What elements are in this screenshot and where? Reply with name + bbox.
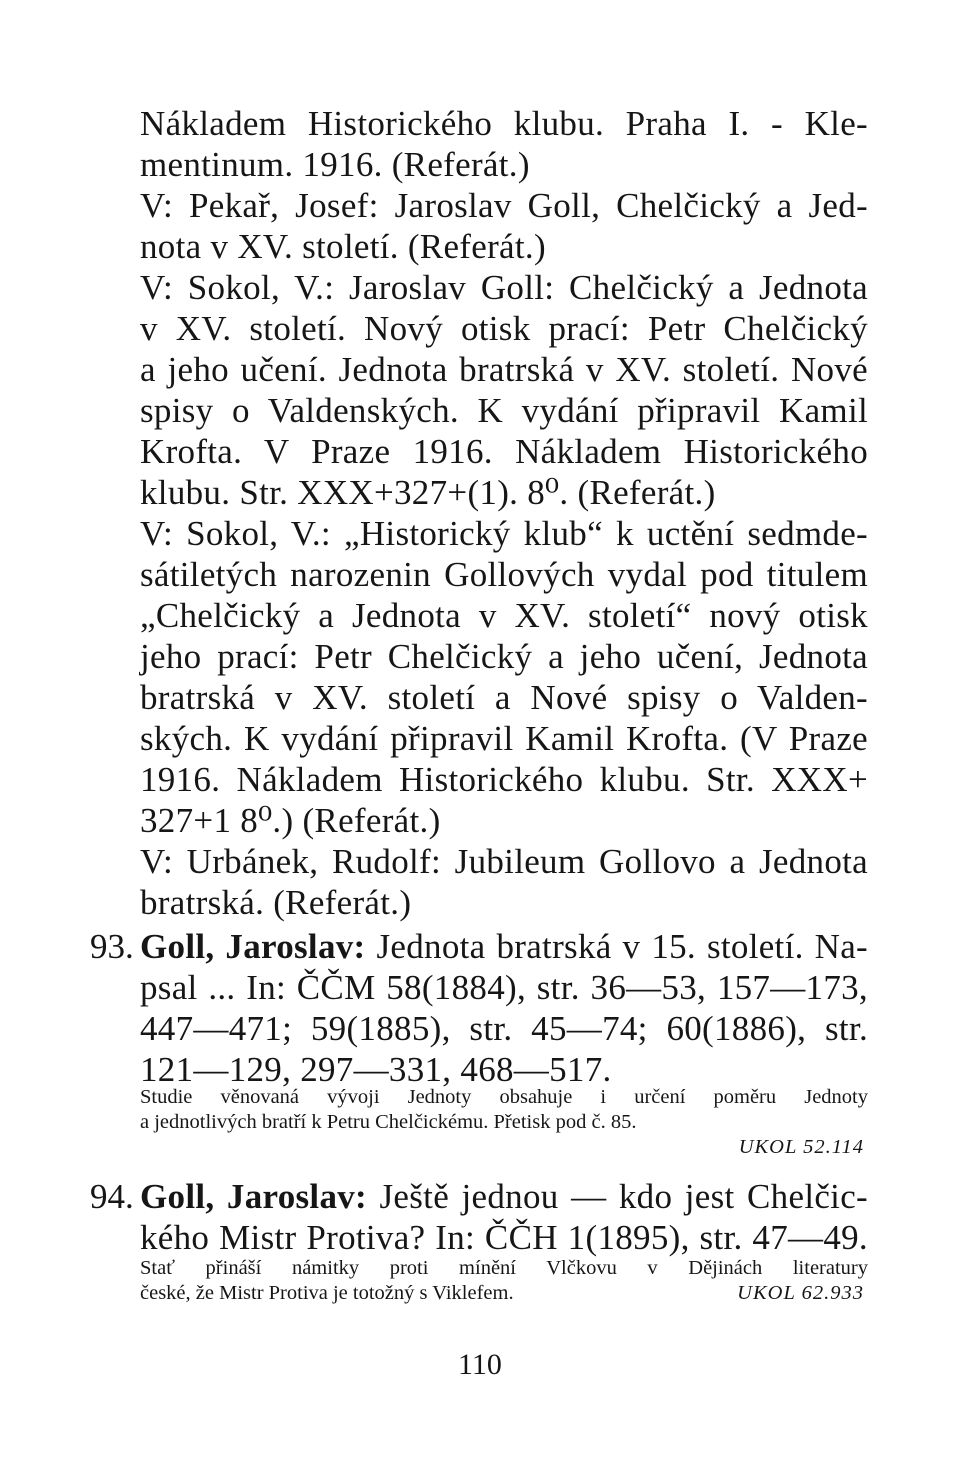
annotation-line: a jednotlivých bratří k Petru Chelčickému. Přetisk pod č. 85. <box>140 1111 637 1133</box>
text-line: V: Sokol, V.: „Historický klub“ k uctění sedmde- <box>140 514 868 553</box>
ukol-reference: UKOL 62.933 <box>737 1282 864 1304</box>
entry-title: Ještě jednou — kdo jest Chelčic- <box>367 1177 868 1216</box>
entry-author: Goll, Jaroslav: <box>140 927 366 966</box>
text-line: ských. K vydání připravil Kamil Krofta. (V Praze <box>140 719 868 758</box>
text-line: mentinum. 1916. (Referát.) <box>140 145 530 184</box>
text-line: a jeho učení. Jednota bratrská v XV. století. Nové <box>140 350 868 389</box>
text-line: kého Mistr Protiva? In: ČČH 1(1895), str. 47—49. <box>140 1218 868 1257</box>
entry-number: 94. <box>90 1177 134 1216</box>
text-line: „Chelčický a Jednota v XV. století“ nový otisk <box>140 596 868 635</box>
text-line: psal ... In: ČČM 58(1884), str. 36—53, 157—173, <box>140 968 868 1007</box>
entry-title-line <box>140 926 868 968</box>
text-line: V: Sokol, V.: Jaroslav Goll: Chelčický a Jednota <box>140 268 868 307</box>
text-line: V: Urbánek, Rudolf: Jubileum Gollovo a Jednota <box>140 842 868 881</box>
text-line: 121—129, 297—331, 468—517. <box>140 1050 612 1089</box>
text-line: spisy o Valdenských. K vydání připravil Kamil <box>140 391 868 430</box>
annotation-line: Studie věnovaná vývoji Jednoty obsahuje i určení poměru Jednoty <box>140 1086 868 1108</box>
text-line: 447—471; 59(1885), str. 45—74; 60(1886), str. <box>140 1009 868 1048</box>
text-line: jeho prací: Petr Chelčický a jeho učení, Jednota <box>140 637 868 676</box>
text-line: nota v XV. století. (Referát.) <box>140 227 546 266</box>
text-line: 1916. Nákladem Historického klubu. Str. XXX+ <box>140 760 868 799</box>
entry-number: 93. <box>90 927 134 966</box>
ukol-reference: UKOL 52.114 <box>738 1136 864 1158</box>
text-line: bratrská v XV. století a Nové spisy o Valden- <box>140 678 868 717</box>
text-line: bratrská. (Referát.) <box>140 883 412 922</box>
text-line: v XV. století. Nový otisk prací: Petr Chelčický <box>140 309 868 348</box>
entry-title-line <box>140 1176 868 1218</box>
entry-author: Goll, Jaroslav: <box>140 1177 368 1216</box>
text-line: Krofta. V Praze 1916. Nákladem Historického <box>140 432 868 471</box>
page-number: 110 <box>458 1348 502 1381</box>
annotation-line: Stať přináší námitky proti mínění Vlčkovu v Dějinách literatury <box>140 1257 868 1279</box>
annotation-line: české, že Mistr Protiva je totožný s Viklefem. <box>140 1282 514 1304</box>
entry-title: Jednota bratrská v 15. století. Na- <box>365 927 868 966</box>
text-line: 327+1 8⁰.) (Referát.) <box>140 801 441 840</box>
text-line: sátiletých narozenin Gollových vydal pod titulem <box>140 555 868 594</box>
text-line: klubu. Str. XXX+327+(1). 8⁰. (Referát.) <box>140 473 716 512</box>
text-line: V: Pekař, Josef: Jaroslav Goll, Chelčický a Jed- <box>140 186 868 225</box>
text-line: Nákladem Historického klubu. Praha I. - Kle- <box>140 104 868 143</box>
